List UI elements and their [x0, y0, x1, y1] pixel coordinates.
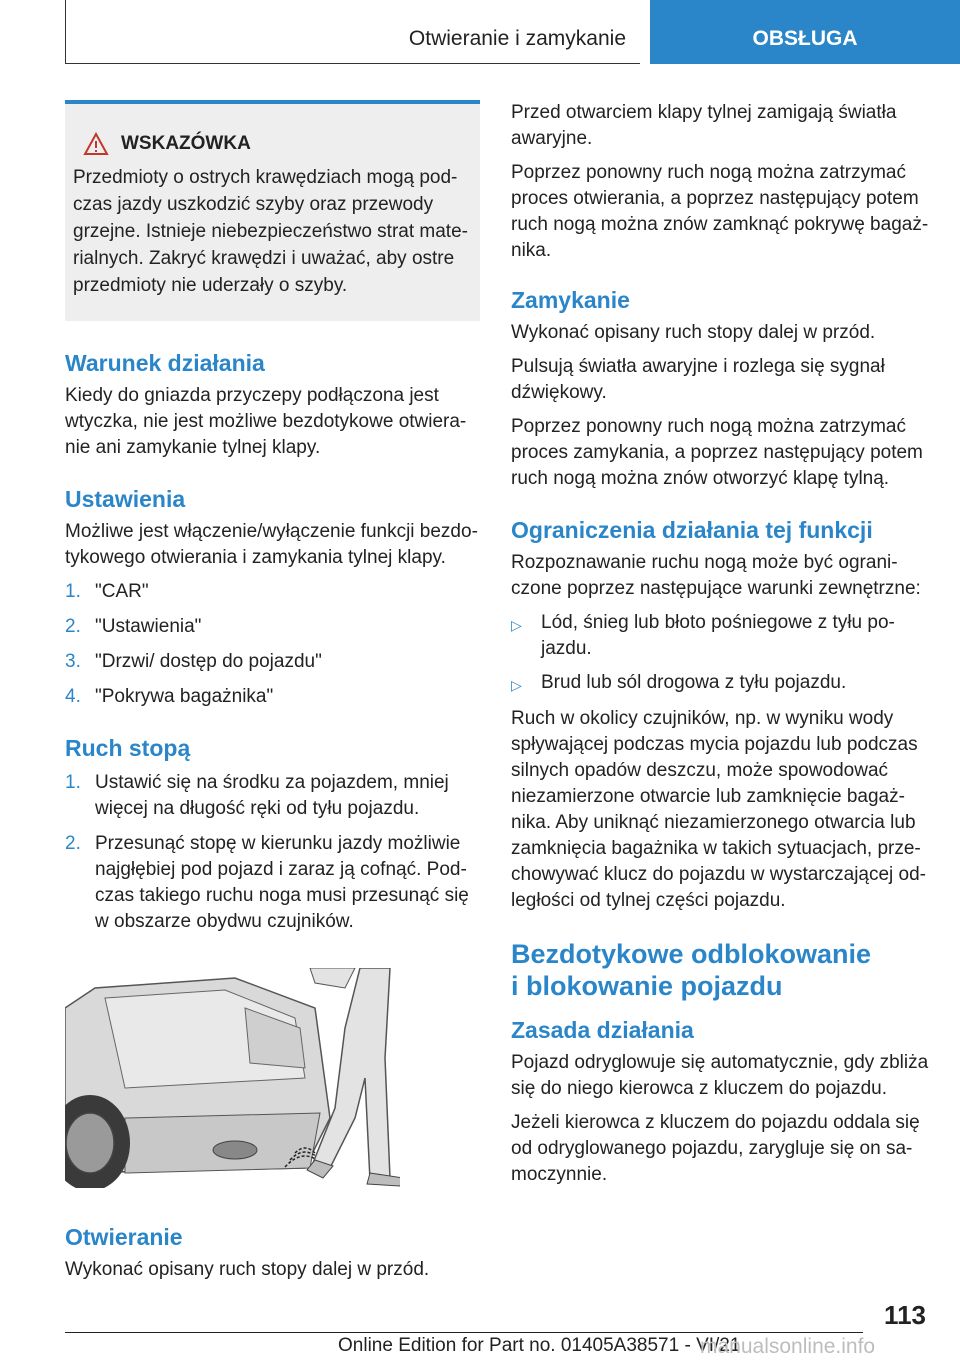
note-title-row: [83, 132, 470, 156]
ruch-list: [65, 770, 480, 935]
list-item: [65, 649, 480, 675]
ograniczenia-p2: Ruch w okolicy czujników, np. w wyniku wody spływającej podczas mycia pojazdu lub podczas silnych opadów deszczu, może spowodować niezamierzone otwarcie lub zamknięcie bagaż-nika. Aby uniknąć niezamierzonego otwarcia lub zamknięcia bagażnika w takich sytuacjach, prze-chowywać klucz do pojazdu w wystarczającej od-ległości od tylnej części pojazdu.: [511, 708, 927, 911]
heading-bezdotykowe: [511, 938, 929, 1002]
list-text: "CAR": [95, 581, 149, 602]
left-column: [65, 100, 480, 1307]
list-item: [65, 684, 480, 710]
list-text: "Drzwi/ dostęp do pojazdu": [95, 651, 322, 672]
zamykanie-p3: Poprzez ponowny ruch nogą można zatrzymać proces zamykania, a poprzez następujący potem ruch nogą można znów otworzyć klapę tylną.: [511, 416, 923, 489]
footer-divider: [65, 1332, 863, 1333]
right-paragraph-1: Przed otwarciem klapy tylnej zamigają światła awaryjne.: [511, 102, 897, 149]
page-header: [65, 0, 960, 64]
zasada-p2: Jeżeli kierowca z kluczem do pojazdu oddala się od odryglowanego pojazdu, zarygluje się on sa-moczynnie.: [511, 1112, 920, 1185]
note-text: Przedmioty o ostrych krawędziach mogą pod-czas jazdy uszkodzić szyby oraz przewody grzejne. Istnieje niebezpieczeństwo strat mate-rialnych. Zakryć krawędzi i uważać, aby ostre przedmioty nie uderzały o szyby.: [73, 167, 468, 296]
bullet-triangle-icon: ▷: [511, 617, 522, 633]
bullet-triangle-icon: ▷: [511, 677, 522, 693]
heading-zamykanie: Zamykanie: [511, 287, 630, 313]
header-section-title: Otwieranie i zamykanie: [65, 0, 640, 64]
heading-otwieranie: Otwieranie: [65, 1224, 183, 1250]
right-column: [511, 100, 929, 1212]
header-chapter-tab: OBSŁUGA: [650, 0, 960, 64]
list-number: 1.: [65, 772, 81, 793]
ograniczenia-p1: Rozpoznawanie ruchu nogą może być ograni-czone poprzez następujące warunki zewnętrzne:: [511, 552, 921, 599]
list-number: 2.: [65, 833, 81, 854]
zamykanie-p1: Wykonać opisany ruch stopy dalej w przód.: [511, 322, 876, 343]
bullet-item: [511, 610, 929, 662]
section-warunek: [65, 349, 480, 461]
section-ustawienia: [65, 485, 480, 710]
section-ruch: [65, 734, 480, 935]
watermark: manualsonline.info: [700, 1335, 876, 1358]
heading-warunek: Warunek działania: [65, 350, 265, 376]
ograniczenia-bullets: [511, 610, 929, 698]
warunek-text: Kiedy do gniazda przyczepy podłączona jest wtyczka, nie jest możliwe bezdotykowe otwiera-nie ani zamykanie tylnej klapy.: [65, 385, 467, 458]
list-number: 3.: [65, 651, 81, 672]
right-paragraph-2: Poprzez ponowny ruch nogą można zatrzymać proces otwierania, a poprzez następujący potem ruch nogą można znów zamknąć pokrywę bagaż-nika.: [511, 162, 929, 261]
foot-gesture-illustration: [65, 968, 400, 1188]
list-item: [65, 770, 480, 822]
list-text: Przesunąć stopę w kierunku jazdy możliwie najgłębiej pod pojazd i zaraz ją cofnąć. Pod-czas takiego ruchu noga musi przesunąć się w obszarze obydwu czujników.: [95, 833, 469, 932]
list-number: 1.: [65, 581, 81, 602]
list-text: "Ustawienia": [95, 616, 202, 637]
list-item: [65, 579, 480, 605]
list-item: [65, 614, 480, 640]
heading-bezdotykowe-line1: Bezdotykowe odblokowanie: [511, 939, 872, 969]
bullet-text: Lód, śnieg lub błoto pośniegowe z tyłu po-jazdu.: [541, 612, 895, 659]
section-otwieranie: [65, 1223, 480, 1283]
heading-bezdotykowe-line2: i blokowanie pojazdu: [511, 971, 783, 1001]
ustawienia-list: [65, 579, 480, 710]
warning-note: [65, 100, 480, 321]
section-zasada: [511, 1016, 929, 1188]
page-number: 113: [884, 1300, 926, 1330]
heading-ruch: Ruch stopą: [65, 735, 191, 761]
bullet-text: Brud lub sól drogowa z tyłu pojazdu.: [541, 672, 847, 693]
zasada-p1: Pojazd odryglowuje się automatycznie, gdy zbliża się do niego kierowca z kluczem do pojazdu.: [511, 1052, 929, 1099]
list-number: 2.: [65, 616, 81, 637]
ustawienia-text: Możliwe jest włączenie/wyłączenie funkcji bezdo-tykowego otwierania i zamykania tylnej klapy.: [65, 521, 478, 568]
otwieranie-text: Wykonać opisany ruch stopy dalej w przód.: [65, 1259, 430, 1280]
list-number: 4.: [65, 686, 81, 707]
list-text: "Pokrywa bagażnika": [95, 686, 274, 707]
heading-ograniczenia: Ograniczenia działania tej funkcji: [511, 517, 873, 543]
heading-zasada: Zasada działania: [511, 1017, 694, 1043]
bullet-item: [511, 670, 929, 698]
footer-edition: Online Edition for Part no. 01405A38571 - VI/21: [338, 1335, 741, 1356]
list-text: Ustawić się na środku za pojazdem, mniej więcej na długość ręki od tyłu pojazdu.: [95, 772, 449, 819]
heading-ustawienia: Ustawienia: [65, 486, 186, 512]
section-zamykanie: [511, 286, 929, 492]
section-ograniczenia: [511, 516, 929, 914]
note-title: WSKAZÓWKA: [121, 133, 251, 154]
list-item: [65, 831, 480, 935]
zamykanie-p2: Pulsują światła awaryjne i rozlega się sygnał dźwiękowy.: [511, 356, 885, 403]
warning-triangle-icon: [83, 132, 109, 156]
